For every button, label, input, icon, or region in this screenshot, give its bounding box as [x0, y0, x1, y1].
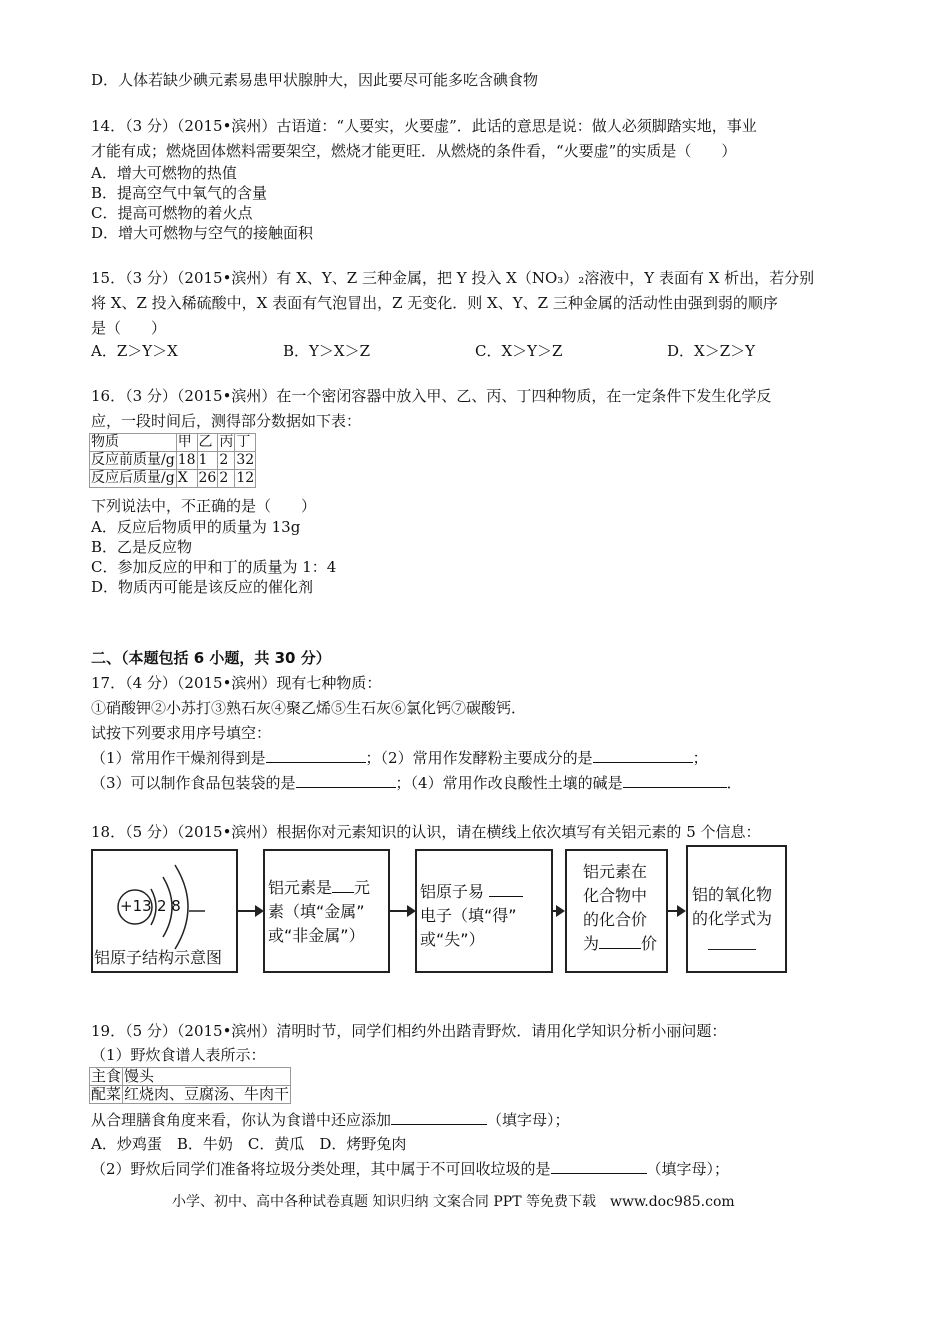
- q17-answer-2-blank[interactable]: [593, 748, 693, 763]
- q19-part2-text: （2）野炊后同学们准备将垃圾分类处理，其中属于不可回收垃圾的是: [91, 1160, 551, 1178]
- flow-arrow: [390, 910, 414, 912]
- table-cell: 配菜: [91, 1085, 122, 1103]
- table-row: [90, 1068, 291, 1086]
- box3-line2: 电子（填“得”: [420, 906, 517, 925]
- box2-text-end: 元: [354, 878, 371, 897]
- box5-blank[interactable]: [708, 949, 756, 950]
- box4-line2: 化合物中: [583, 886, 648, 905]
- table-cell: 1: [197, 452, 218, 470]
- box5-line2: 的化学式为: [692, 909, 773, 928]
- page-footer: 小学、初中、高中各种试卷真题 知识归纳 文案合同 PPT 等免费下载 www.doc985.com: [172, 1194, 735, 1210]
- q15-option-b: B．Y＞X＞Z: [283, 342, 371, 360]
- atom-caption: 铝原子结构示意图: [94, 948, 223, 967]
- q18-box-oxide-formula: [686, 845, 787, 973]
- q17-part-1-2: [91, 748, 708, 768]
- box4-line1: 铝元素在: [583, 862, 648, 881]
- box4-line3: 的化合价: [583, 910, 648, 929]
- q17-answer-3-blank[interactable]: [296, 773, 396, 788]
- table-cell: 甲: [176, 434, 197, 452]
- q14-option-d: D．增大可燃物与空气的接触面积: [91, 224, 314, 242]
- box4-text: 为: [583, 934, 600, 953]
- shell-electrons: 2 8: [157, 897, 181, 915]
- box2-line1: [268, 878, 370, 898]
- q16-data-table: [89, 433, 256, 488]
- table-cell: 主食: [91, 1067, 122, 1085]
- box4-line4: [583, 934, 657, 954]
- q17-part1-text: （1）常用作干燥剂得到是: [91, 749, 266, 767]
- table-row: [90, 1086, 291, 1104]
- table-cell: 丁: [235, 434, 256, 452]
- q19-part2-question: [91, 1159, 729, 1179]
- q14-option-b: B．提高空气中氧气的含量: [91, 184, 268, 202]
- table-cell: 丙: [219, 434, 234, 450]
- q14-option-a: A．增大可燃物的热值: [91, 164, 237, 182]
- q19-part1-text: 从合理膳食角度来看，你认为食谱中还应添加: [91, 1111, 392, 1129]
- table-cell: 2: [218, 452, 235, 470]
- box2-blank[interactable]: [332, 878, 354, 893]
- table-cell: 26: [198, 470, 217, 486]
- table-cell: 2: [218, 470, 235, 488]
- table-cell: 馒头: [123, 1068, 291, 1086]
- table-cell: 反应后质量/g: [91, 470, 175, 486]
- table-cell: 32: [236, 452, 255, 468]
- box3-blank[interactable]: [489, 882, 523, 897]
- q16-option-b: B．乙是反应物: [91, 538, 193, 556]
- box5-line1: 铝的氧化物: [692, 885, 773, 904]
- box4-unit: 价: [641, 934, 658, 953]
- table-cell: 物质: [90, 434, 177, 452]
- q19-part2-suffix: （填字母）；: [646, 1160, 730, 1178]
- q19-options: A．炒鸡蛋 B．牛奶 C．黄瓜 D．烤野兔肉: [91, 1135, 407, 1153]
- q16-option-a: A．反应后物质甲的质量为 13g: [91, 518, 301, 536]
- section-2-title: 二、（本题包括 6 小题，共 30 分）: [91, 649, 331, 667]
- box3-bottom-blank[interactable]: [427, 971, 551, 972]
- table-cell: 反应前质量/g: [91, 452, 175, 468]
- flow-arrow: [238, 910, 262, 912]
- q15-option-d: D．X＞Z＞Y: [667, 342, 756, 360]
- table-row: [90, 470, 256, 488]
- box3-text: 铝原子易: [420, 882, 485, 901]
- q14-option-c: C．提高可燃物的着火点: [91, 204, 253, 222]
- q19-answer-1-blank[interactable]: [391, 1110, 487, 1125]
- box3-line1: [420, 882, 523, 902]
- q15-stem-line2: 将 X、Z 投入稀硫酸中，X 表面有气泡冒出，Z 无变化．则 X、Y、Z 三种金属的活动性由强到弱的顺序: [91, 294, 778, 312]
- q18-box-valence: [565, 849, 668, 973]
- q14-stem-line1: 14．（3 分）（2015•滨州）古语道：“人要实，火要虚”．此话的意思是说：做人必须脚踏实地，事业: [91, 117, 757, 135]
- q16-stem-line1: 16．（3 分）（2015•滨州）在一个密闭容器中放入甲、乙、丙、丁四种物质，在一定条件下发生化学反: [91, 387, 772, 405]
- q18-atom-structure-box: [91, 849, 238, 973]
- q17-period: ．: [726, 774, 742, 792]
- table-cell: 18: [177, 452, 196, 468]
- table-row: [90, 452, 256, 470]
- q16-option-c: C．参加反应的甲和丁的质量为 1：4: [91, 558, 337, 576]
- q17-stem-line1: 17．（4 分）（2015•滨州）现有七种物质：: [91, 674, 382, 692]
- q17-part2-text: ；（2）常用作发酵粉主要成分的是: [365, 749, 593, 767]
- q17-substances: ①硝酸钾②小苏打③熟石灰④聚乙烯⑤生石灰⑥氯化钙⑦碳酸钙．: [91, 699, 527, 717]
- flow-arrow: [553, 910, 563, 912]
- q15-option-c: C．X＞Y＞Z: [475, 342, 563, 360]
- q17-instruction: 试按下列要求用序号填空：: [91, 724, 272, 742]
- q17-answer-4-blank[interactable]: [623, 773, 727, 788]
- q18-stem: 18．（5 分）（2015•滨州）根据你对元素知识的认识，请在横线上依次填写有关铝元素的 5 个信息：: [91, 823, 761, 841]
- q15-stem-line3: 是（ ）: [91, 319, 167, 337]
- q13-option-d: D．人体若缺少碘元素易患甲状腺肿大，因此要尽可能多吃含碘食物: [91, 71, 539, 89]
- q16-prompt: 下列说法中，不正确的是（ ）: [91, 497, 317, 515]
- q18-box-element-type: [263, 849, 390, 973]
- q16-stem-line2: 应，一段时间后，测得部分数据如下表：: [91, 412, 362, 430]
- q16-option-d: D．物质丙可能是该反应的催化剂: [91, 578, 314, 596]
- q17-part-3-4: [91, 773, 742, 793]
- q19-answer-2-blank[interactable]: [551, 1159, 647, 1174]
- table-cell: X: [176, 470, 197, 488]
- box3-line3: 或“失”）: [420, 930, 485, 949]
- q15-option-a: A．Z＞Y＞X: [91, 342, 178, 360]
- q17-part4-text: ；（4）常用作改良酸性土壤的碱是: [395, 774, 623, 792]
- box4-blank[interactable]: [599, 934, 641, 949]
- q14-stem-line2: 才能有成；燃烧固体燃料需要架空，燃烧才能更旺．从燃烧的条件看，“火要虚”的实质是（ ）: [91, 142, 737, 160]
- box2-text: 铝元素是: [268, 878, 333, 897]
- table-row: [90, 434, 256, 452]
- q19-menu-table: [89, 1067, 291, 1104]
- box2-line3: 或“非金属”）: [268, 926, 365, 945]
- q19-part1-suffix: （填字母）；: [487, 1111, 570, 1129]
- box2-line2: 素（填“金属”: [268, 902, 365, 921]
- q17-answer-1-blank[interactable]: [266, 748, 366, 763]
- q17-part3-text: （3）可以制作食品包装袋的是: [91, 774, 296, 792]
- q15-stem-line1: 15．（3 分）（2015•滨州）有 X、Y、Z 三种金属，把 Y 投入 X（NO₃）₂溶液中，Y 表面有 X 析出，若分别: [91, 269, 815, 287]
- table-cell: 乙: [197, 434, 218, 452]
- table-cell: 12: [236, 470, 255, 486]
- table-cell: 红烧肉、豆腐汤、牛肉干: [124, 1085, 290, 1103]
- flow-arrow: [668, 910, 684, 912]
- q19-part1-intro: （1）野炊食谱人表所示：: [91, 1046, 266, 1064]
- q17-semicolon: ；: [692, 749, 708, 767]
- q19-stem: 19．（5 分）（2015•滨州）清明时节，同学们相约外出踏青野炊．请用化学知识分析小丽问题：: [91, 1022, 727, 1040]
- q19-part1-question: [91, 1110, 570, 1130]
- nucleus-label: +13: [120, 897, 152, 915]
- q18-box-electron: [415, 849, 553, 973]
